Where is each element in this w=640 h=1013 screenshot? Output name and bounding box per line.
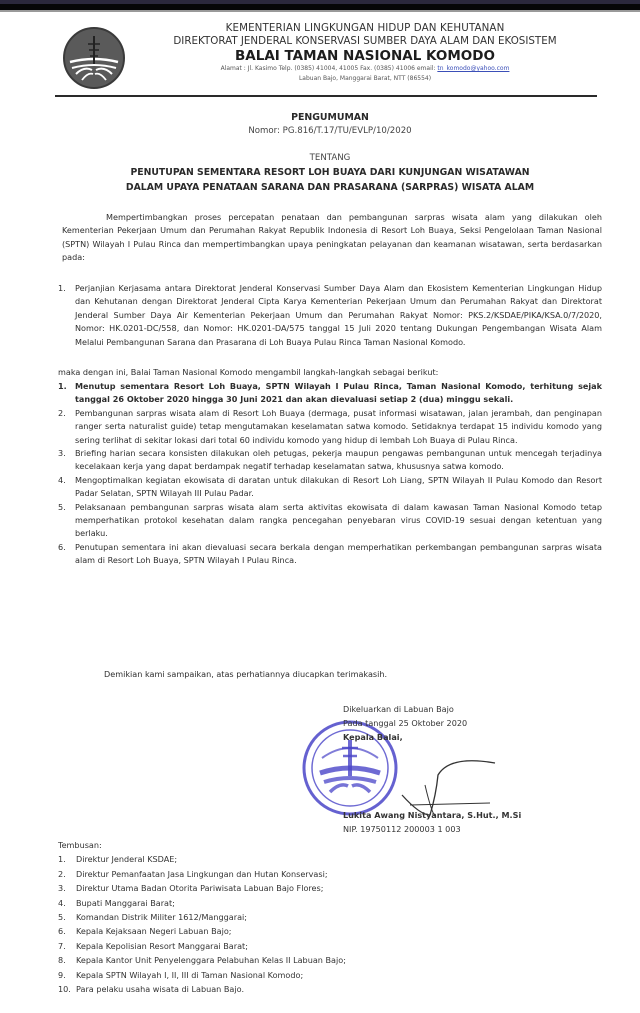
directorate-name: DIREKTORAT JENDERAL KONSERVASI SUMBER DAYA ALAM DAN EKOSISTEM [173, 35, 557, 47]
basis-item-text: Perjanjian Kerjasama antara Direktorat Jenderal Konservasi Sumber Daya Alam dan Ekosistem Kementerian Lingkungan Hidup dan Kehutanan dengan Direktorat Jenderal Cipta Karya Kementerian Pekerjaan Umum dan Perumahan Rakyat dan Direktorat Jenderal Sumber Daya Air Kementerian Pekerjaan Umum dan Perumahan Rakyat Nomor: PKS.2/KSDAE/PIKA/KSA.0/7/2020, Nomor: HK.0201-DC/558, dan Nomor: HK.0201-DA/575 tanggal 15 Juli 2020 tentang Dukungan Pengembangan Wisata Alam Melalui Pembangunan Sarana dan Prasarana di Loh Buaya Pulau Rinca Taman Nasional Komodo. [75, 283, 602, 347]
copy-number: 6. [58, 926, 66, 937]
copy-recipient [58, 939, 558, 953]
action-item [58, 380, 602, 407]
copy-recipient [58, 924, 558, 938]
address-line-2: Labuan Bajo, Manggarai Barat, NTT (86554) [298, 75, 432, 82]
copy-text: Direktur Pemanfaatan Jasa Lingkungan dan Hutan Konservasi; [76, 868, 328, 879]
action-item-number: 5. [58, 501, 66, 512]
announcement-title-line-1: PENUTUPAN SEMENTARA RESORT LOH BUAYA DARI KUNJUNGAN WISATAWAN [130, 167, 530, 178]
announcement-title-line-2: DALAM UPAYA PENATAAN SARANA DAN PRASARANA (SARPRAS) WISATA ALAM [125, 182, 535, 193]
about-label: TENTANG [309, 153, 351, 163]
copy-text: Bupati Manggarai Barat; [76, 897, 175, 908]
issue-date: Pada tanggal 25 Oktober 2020 [343, 718, 468, 728]
copy-recipient [58, 881, 558, 895]
issued-at: Dikeluarkan di Labuan Bajo [343, 704, 454, 714]
action-item-number: 3. [58, 448, 66, 459]
action-item-text: Mengoptimalkan kegiatan ekowisata di daratan untuk dilakukan di Resort Loh Liang, SPTN Wilayah II Pulau Komodo dan Resort Padar Selatan, SPTN Wilayah III Pulau Padar. [75, 474, 602, 499]
copy-text: Komandan Distrik Militer 1612/Manggarai; [76, 912, 248, 923]
action-item-text: Pelaksanaan pembangunan sarpras wisata alam serta aktivitas ekowisata di dalam kawasan Taman Nasional Komodo tetap memperhatikan protokol kesehatan dalam rangka pencegahan penyebaran virus COVID-19 sesuai dengan ketentuan yang berlaku. [75, 501, 602, 539]
announcement-heading: PENGUMUMAN [291, 112, 369, 123]
action-item [58, 474, 602, 501]
basis-item [58, 282, 602, 349]
signatory-name: Lukita Awang Nistyantara, S.Hut., M.Si [343, 810, 522, 820]
action-item-text: Penutupan sementara ini akan dievaluasi secara berkala dengan memperhatikan perkembangan pembangunan sarpras wisata alam di Resort Loh Buaya, SPTN Wilayah I Pulau Rinca. [75, 541, 602, 566]
closing-paragraph: Demikian kami sampaikan, atas perhatiannya diucapkan terimakasih. [104, 669, 388, 679]
action-intro: maka dengan ini, Balai Taman Nasional Komodo mengambil langkah-langkah sebagai berikut: [58, 367, 439, 377]
copy-number: 7. [58, 940, 66, 951]
action-item [58, 407, 602, 447]
basis-item-number: 1. [58, 283, 66, 293]
copy-number: 5. [58, 912, 66, 923]
copy-recipient [58, 867, 558, 881]
action-item-number: 6. [58, 541, 66, 552]
action-item [58, 447, 602, 474]
action-item [58, 541, 602, 568]
copy-number: 10. [58, 984, 71, 995]
letterhead [60, 22, 600, 94]
action-item-number: 4. [58, 474, 66, 485]
copy-number: 2. [58, 868, 66, 879]
signatory-nip: NIP. 19750112 200003 1 003 [343, 824, 461, 834]
copy-text: Direktur Jenderal KSDAE; [76, 854, 178, 865]
copy-recipient [58, 910, 558, 924]
email-link[interactable]: tn_komodo@yahoo.com [437, 65, 510, 72]
basis-list [58, 282, 602, 349]
copies-list [58, 838, 558, 996]
copy-text: Kepala Kejaksaan Negeri Labuan Bajo; [76, 926, 232, 937]
action-item-number: 2. [58, 407, 66, 418]
address-line-1 [130, 64, 600, 74]
copy-recipient [58, 953, 558, 967]
signature-block [343, 702, 603, 834]
copy-number: 4. [58, 897, 66, 908]
action-item-text: Briefing harian secara konsisten dilakukan oleh petugas, pekerja maupun pengawas pembangunan untuk mencegah terjadinya kecelakaan kerja yang dapat berdampak negatif terhadap keselamatan satwa, khususnya satwa komodo. [75, 448, 602, 472]
ministry-name: KEMENTERIAN LINGKUNGAN HIDUP DAN KEHUTANAN [225, 22, 505, 34]
ministry-logo-icon [62, 26, 126, 90]
copy-text: Kepala Kepolisian Resort Manggarai Barat; [76, 940, 248, 951]
office-name: BALAI TAMAN NASIONAL KOMODO [235, 48, 495, 64]
copy-number: 9. [58, 969, 66, 980]
address-text: Alamat : Jl. Kasimo Telp. (0385) 41004, 41005 Fax. (0385) 41006 email: [220, 65, 438, 72]
announcement-number: Nomor: PG.816/T.17/TU/EVLP/10/2020 [248, 126, 412, 136]
copy-recipient [58, 896, 558, 910]
intro-paragraph: Mempertimbangkan proses percepatan penataan dan pembangunan sarpras wisata alam yang dilakukan oleh Kementerian Pekerjaan Umum dan Perumahan Rakyat Republik Indonesia di Resort Loh Buaya, Seksi Pengelolaan Taman Nasional (SPTN) Wilayah I Pulau Rinca dan mempertimbangkan upaya peningkatan pelayanan dan keamanan wisatawan, serta berdasarkan pada: [62, 212, 602, 263]
copy-text: Kepala SPTN Wilayah I, II, III di Taman Nasional Komodo; [76, 969, 304, 980]
signatory-position: Kepala Balai, [343, 732, 403, 742]
action-item [58, 501, 602, 541]
action-item-text: Pembangunan sarpras wisata alam di Resort Loh Buaya (dermaga, pusat informasi wisatawan, jalan jerambah, dan penginapan ranger serta naturalist guide) tetap mengutamakan keselamatan satwa komodo. Setidaknya terdapat 15 individu komodo yang sering terlihat di sekitar lokasi dari total 60 individu komodo yang hidup di lembah Loh Buaya di Pulau Rinca. [75, 407, 602, 445]
copy-recipient [58, 982, 558, 996]
copy-recipient [58, 852, 558, 866]
copy-number: 3. [58, 883, 66, 894]
copy-text: Kepala Kantor Unit Penyelenggara Pelabuhan Kelas II Labuan Bajo; [76, 955, 346, 966]
copy-recipient [58, 968, 558, 982]
actions-list [58, 380, 602, 568]
top-divider [0, 10, 640, 12]
action-item-text: Menutup sementara Resort Loh Buaya, SPTN Wilayah I Pulau Rinca, Taman Nasional Komodo, terhitung sejak tanggal 26 Oktober 2020 hingga 30 Juni 2021 dan akan dievaluasi setiap 2 (dua) minggu sekali. [75, 381, 602, 405]
action-item-number: 1. [58, 381, 67, 391]
copy-text: Para pelaku usaha wisata di Labuan Bajo. [76, 984, 245, 995]
copies-heading: Tembusan: [58, 840, 102, 850]
copy-number: 1. [58, 854, 66, 865]
letterhead-rule [55, 95, 597, 97]
copy-number: 8. [58, 955, 66, 966]
copy-text: Direktur Utama Badan Otorita Pariwisata Labuan Bajo Flores; [76, 883, 324, 894]
